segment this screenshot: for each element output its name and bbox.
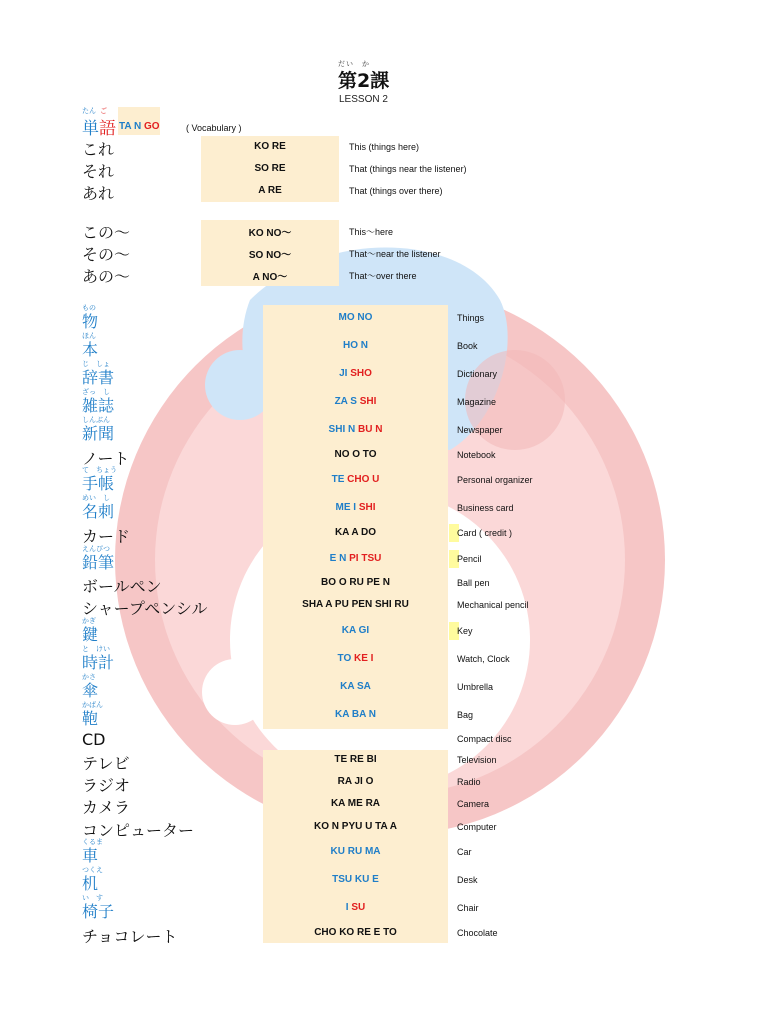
vocab-word: 雑誌 (82, 396, 115, 415)
vocab-furigana: しんぶん (82, 416, 110, 424)
vocab-word: 机 (82, 874, 99, 893)
vocab-romaji (263, 599, 448, 610)
vocab-romaji (263, 449, 448, 460)
romaji-segment: JI (339, 368, 351, 379)
romaji-segment: SHO (350, 368, 372, 379)
vocab-furigana: て ちょう (82, 466, 117, 474)
vocab-meaning: Newspaper (457, 425, 503, 435)
demonstrative-word: あれ (82, 184, 115, 203)
vocab-romaji (263, 474, 448, 485)
vocab-meaning: Computer (457, 822, 497, 832)
vocab-meaning: Camera (457, 799, 490, 809)
vocab-word: 物 (82, 312, 99, 331)
tango-heading (82, 114, 116, 139)
demonstrative-meaning: That～near the listener (349, 249, 441, 259)
vocab-meaning: Bag (457, 710, 474, 720)
romaji-segment: TO (337, 653, 355, 664)
vocab-meaning: Book (457, 341, 478, 351)
tango-furigana-tan: たん (82, 107, 96, 115)
demonstrative-romaji: KO RE (254, 141, 286, 152)
vocab-word: 時計 (82, 653, 115, 672)
romaji-segment: BU N (358, 424, 383, 435)
vocab-romaji (263, 553, 448, 564)
vocab-word: チョコレート (82, 927, 178, 946)
demonstrative-word: あの～ (82, 267, 131, 286)
romaji-segment: MO NO (338, 312, 373, 323)
page-subtitle: LESSON 2 (339, 94, 388, 105)
vocab-meaning: Ball pen (457, 578, 490, 588)
vocabulary-label: ( Vocabulary ) (186, 123, 242, 133)
romaji-segment: KU RU MA (330, 846, 381, 857)
romaji-segment: E N (329, 553, 350, 564)
vocab-meaning: Business card (457, 503, 514, 513)
vocab-romaji (263, 846, 448, 857)
vocab-word: 辞書 (82, 368, 115, 387)
romaji-segment: CHO KO RE E TO (314, 927, 397, 938)
vocab-meaning: Radio (457, 777, 481, 787)
demonstrative-romaji: A RE (258, 185, 282, 196)
vocab-romaji (263, 502, 448, 513)
vocab-word: CD (82, 730, 106, 749)
vocab-word: 鉛筆 (82, 553, 115, 572)
romaji-segment: CHO U (347, 474, 380, 485)
vocab-word: 手帳 (82, 474, 115, 493)
romaji-segment: KA A DO (334, 527, 377, 538)
romaji-segment: BO O RU PE N (321, 577, 390, 588)
tango-kanji-tan: 単 (82, 119, 99, 139)
vocab-meaning: Compact disc (457, 734, 512, 744)
vocab-romaji (263, 396, 448, 407)
vocab-furigana: と けい (82, 645, 110, 653)
vocab-meaning: Desk (457, 875, 478, 885)
vocab-furigana: もの (82, 304, 96, 312)
demonstrative-romaji: SO NO～ (248, 250, 292, 261)
romaji-segment: SHI (358, 502, 376, 513)
vocab-romaji (263, 368, 448, 379)
vocab-furigana: かぎ (82, 617, 96, 625)
vocab-meaning: Magazine (457, 397, 497, 407)
vocab-word: 名刺 (82, 502, 115, 521)
romaji-segment: HO N (343, 340, 368, 351)
romaji-segment: SHI N (328, 424, 358, 435)
vocab-romaji (263, 776, 448, 787)
vocab-romaji (263, 312, 448, 323)
vocab-furigana: ざっ し (82, 388, 110, 396)
vocab-furigana: じ しょ (82, 360, 110, 368)
vocab-word: カード (82, 527, 131, 546)
romaji-segment: PI TSU (349, 553, 382, 564)
vocab-word: 鍵 (82, 625, 99, 644)
vocab-furigana: ほん (82, 332, 96, 340)
vocab-meaning: Watch, Clock (457, 654, 510, 664)
vocab-romaji (263, 653, 448, 664)
tango-kanji-go: 語 (99, 119, 116, 139)
vocab-romaji (263, 709, 448, 720)
title-furigana: だい か (338, 60, 370, 68)
vocab-word: ラジオ (82, 776, 131, 795)
vocab-word: テレビ (82, 754, 130, 773)
demonstrative-romaji: KO NO～ (248, 228, 292, 239)
romaji-segment: TE (331, 474, 348, 485)
vocab-meaning: Notebook (457, 450, 496, 460)
vocab-furigana: かさ (82, 673, 96, 681)
vocab-word: 鞄 (82, 709, 99, 728)
vocab-romaji (263, 577, 448, 588)
romaji-segment: ME I (335, 502, 359, 513)
demonstrative-word: その～ (82, 245, 131, 264)
romaji-segment: ZA S (334, 396, 360, 407)
vocab-meaning: Things (457, 313, 485, 323)
vocab-meaning: Umbrella (457, 682, 494, 692)
romaji-segment: KA GI (341, 625, 370, 636)
vocab-romaji (263, 874, 448, 885)
vocab-furigana: い す (82, 894, 103, 902)
vocab-meaning: Key (457, 626, 473, 636)
romaji-segment: KO N PYU U TA A (314, 821, 397, 832)
vocab-word: シャープペンシル (82, 599, 208, 618)
vocab-meaning: Chocolate (457, 928, 498, 938)
vocab-romaji (263, 340, 448, 351)
demonstrative-meaning: That (things over there) (349, 186, 443, 196)
vocab-word: 車 (82, 846, 99, 865)
romaji-segment: KA BA N (335, 709, 376, 720)
romaji-segment: SHA A PU PEN SHI RU (302, 599, 409, 610)
romaji-segment: NO O TO (334, 449, 377, 460)
demonstrative-word: この～ (82, 223, 131, 242)
vocab-meaning: Television (457, 755, 497, 765)
romaji-segment: KA ME RA (330, 798, 381, 809)
demonstrative-meaning: That (things near the listener) (349, 164, 467, 174)
vocab-romaji (263, 754, 448, 765)
vocab-meaning: Pencil (457, 554, 482, 564)
vocab-romaji (263, 681, 448, 692)
vocab-romaji (263, 625, 448, 636)
vocab-furigana: かばん (82, 701, 103, 709)
vocab-romaji (263, 527, 448, 538)
tango-romaji-b: GO (144, 121, 160, 132)
romaji-segment: TSU KU E (332, 874, 379, 885)
demonstrative-meaning: That～over there (349, 271, 417, 281)
romaji-segment: KE I (354, 653, 374, 664)
vocab-word: ボールペン (82, 577, 162, 596)
demonstrative-romaji: A NO～ (252, 272, 288, 283)
romaji-segment: SHI (359, 396, 377, 407)
vocab-romaji (263, 902, 448, 913)
vocab-romaji (263, 424, 448, 435)
tango-romaji (119, 121, 160, 132)
vocab-furigana: つくえ (82, 866, 103, 874)
vocab-meaning: Car (457, 847, 472, 857)
vocab-word: ノート (82, 449, 130, 468)
tango-furigana-go: ご (100, 107, 107, 115)
vocab-furigana: めい し (82, 494, 110, 502)
romaji-segment: RA JI O (337, 776, 374, 787)
romaji-segment: TE RE BI (334, 754, 377, 765)
romaji-segment: SU (351, 902, 366, 913)
page-title: 第2課 (338, 70, 390, 92)
vocab-meaning: Card ( credit ) (457, 528, 513, 538)
white-small-circle-decoration (202, 659, 268, 725)
vocab-word: 本 (82, 340, 99, 359)
vocab-meaning: Mechanical pencil (457, 600, 529, 610)
vocab-word: 傘 (82, 681, 99, 700)
vocab-meaning: Personal organizer (457, 475, 533, 485)
vocab-romaji (263, 927, 448, 938)
tango-romaji-a: TA N (119, 121, 144, 132)
vocab-word: コンピューター (82, 821, 195, 840)
romaji-segment: KA SA (340, 681, 371, 692)
vocab-word: カメラ (82, 798, 131, 817)
demonstrative-meaning: This～here (349, 227, 394, 237)
vocab-word: 新聞 (82, 424, 115, 443)
romaji-segment: I (345, 902, 352, 913)
vocab-furigana: えんぴつ (82, 545, 110, 553)
vocab-furigana: くるま (82, 838, 103, 846)
vocab-word: 椅子 (82, 902, 115, 921)
demonstrative-word: それ (82, 162, 115, 181)
vocab-romaji (263, 798, 448, 809)
demonstrative-romaji: SO RE (254, 163, 286, 174)
vocab-meaning: Chair (457, 903, 479, 913)
demonstrative-word: これ (82, 140, 115, 159)
demonstrative-meaning: This (things here) (349, 142, 420, 152)
vocab-romaji (263, 821, 448, 832)
vocab-meaning: Dictionary (457, 369, 498, 379)
